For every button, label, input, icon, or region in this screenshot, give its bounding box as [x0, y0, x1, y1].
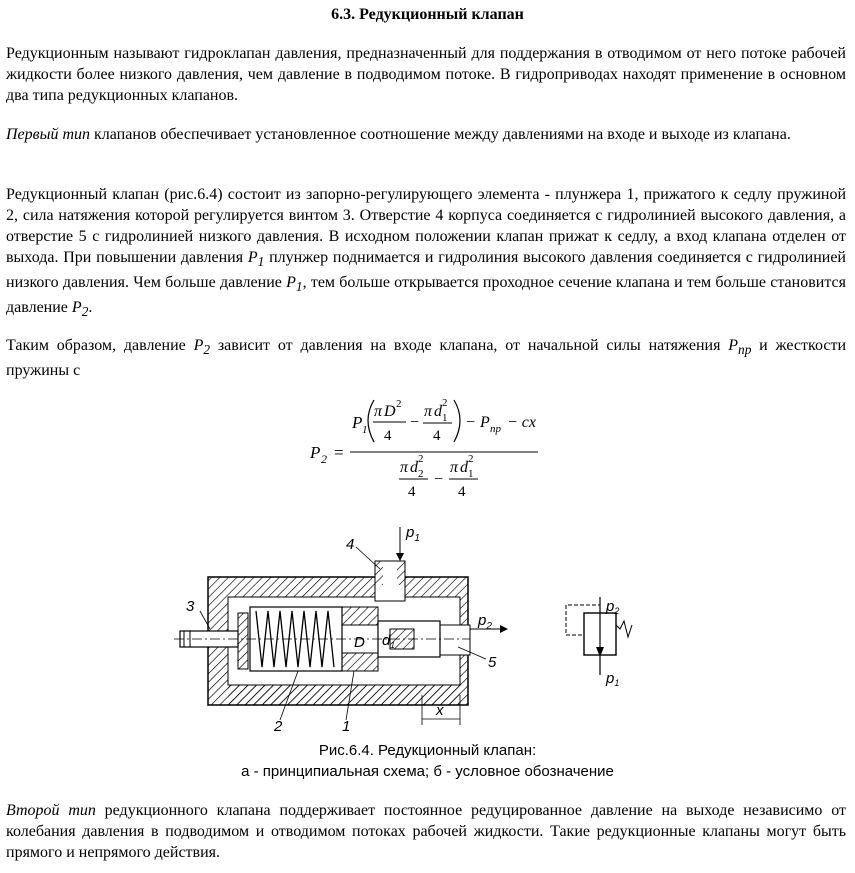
svg-text:π: π — [374, 403, 383, 420]
paragraph-description-text-a: Редукционный клапан (рис.6.4) состоит из запорно-регулирующего элемента - плунжера 1, прижатого к седлу пружиной 2, сила натяжения которой регулируется винтом 3. Отверстие 4 корпуса соединяется с гидролинией высокого давления, а отверстие 5 с гидролинией низкого давления. В исходном положении клапан прижат к седлу, а вход клапана отделен от выхода. При повышении давления — [6, 186, 846, 266]
label-D: D — [354, 634, 365, 651]
svg-text:2: 2 — [468, 453, 474, 465]
label-1: 1 — [342, 718, 351, 735]
paragraph-first-type-text: клапанов обеспечивает установленное соотношение между давлениями на входе и выходе из клапана. — [90, 126, 791, 143]
svg-text:1: 1 — [468, 468, 474, 480]
paragraph-second-type — [6, 800, 846, 863]
svg-text:−: − — [410, 414, 420, 431]
valve-symbol — [566, 597, 632, 688]
formula-p2 — [300, 392, 560, 504]
label-p1: $p_1$ — [406, 525, 420, 544]
svg-text:d: d — [410, 459, 418, 476]
symbol-p2: $P_2$ — [71, 299, 89, 320]
svg-text:=: = — [334, 443, 344, 462]
svg-text:P: P — [352, 413, 363, 432]
paragraph-dependence-text-a: Таким образом, давление — [6, 337, 194, 354]
label-x: x — [436, 702, 444, 719]
paragraph-second-type-text: редукционного клапана поддерживает постоянное редуцированное давление на выходе независимо от колебания давления в подводимом и отводимом потоках рабочей жидкости. Такие редукционные клапаны могут быть прямого и непрямого действия. — [6, 802, 847, 861]
svg-text:−: − — [466, 414, 476, 431]
symbol-label-p2: $p_2$ — [606, 598, 620, 616]
svg-text:4: 4 — [433, 428, 441, 444]
svg-text:пр: пр — [490, 423, 501, 435]
symbol-p1: $P_1$ — [247, 249, 265, 270]
paragraph-description-text-b: плунжер поднимается и гидролиния высокого давления соединяется с гидролинией низкого давления. Чем больше давление — [6, 249, 846, 292]
symbol-label-p1: $p_1$ — [606, 670, 620, 688]
svg-text:2: 2 — [396, 398, 402, 410]
label-d1: $d_1$ — [382, 632, 395, 650]
section-title: 6.3. Редукционный клапан — [331, 6, 524, 23]
svg-text:1: 1 — [362, 424, 368, 436]
paragraph-description-text-d: . — [88, 299, 93, 317]
term-first-type: Первый тип — [6, 126, 90, 143]
svg-text:2: 2 — [442, 397, 448, 409]
symbol-p2: $P_2$ — [193, 337, 211, 358]
label-2: 2 — [274, 718, 283, 735]
paragraph-dependence-text-b: зависит от давления на входе клапана, от начальной силы натяжения — [210, 337, 729, 354]
svg-text:2: 2 — [418, 468, 424, 480]
svg-text:d: d — [434, 403, 442, 420]
paragraph-dependence-text-c: и жесткости пружины с — [6, 337, 847, 380]
svg-text:P: P — [480, 414, 490, 431]
label-4: 4 — [346, 536, 355, 553]
svg-text:2: 2 — [321, 452, 327, 466]
label-5: 5 — [488, 654, 497, 671]
paragraph-first-type — [6, 124, 846, 145]
label-p2: $p_2$ — [478, 612, 492, 632]
svg-text:1: 1 — [442, 412, 448, 424]
valve-body-section — [174, 527, 508, 725]
svg-text:2: 2 — [418, 453, 424, 465]
paragraph-dependence — [6, 335, 846, 381]
svg-text:π: π — [400, 459, 409, 476]
label-3: 3 — [186, 598, 195, 615]
formula-paren-right — [454, 400, 460, 442]
symbol-pnp: $P_{пр}$ — [728, 337, 752, 358]
svg-text:−: − — [434, 471, 444, 488]
formula-lhs: P — [310, 443, 321, 462]
figure-caption-subtitle: а - принципиальная схема; б - условное обозначение — [241, 763, 614, 780]
valve-diagram — [170, 525, 650, 740]
paragraph-description-text-c: , тем больше открывается проходное сечение клапана и тем больше становится давление — [6, 274, 846, 317]
svg-text:d: d — [460, 459, 468, 476]
svg-text:− cx: − cx — [507, 414, 536, 431]
figure-caption-title: Рис.6.4. Редукционный клапан: — [318, 742, 537, 759]
svg-text:4: 4 — [408, 484, 416, 500]
symbol-p1: $P_1$ — [286, 274, 303, 295]
paragraph-description — [6, 184, 846, 323]
term-second-type: Второй тип — [6, 802, 96, 819]
svg-text:π: π — [424, 403, 433, 420]
paragraph-definition: Редукционным называют гидроклапан давления, предназначенный для поддержания в отводимом от него потоке рабочей жидкости более низкого давления, чем давление в подводимом потоке. В гидроприводах находят применение в основном два типа редукционных клапанов. — [6, 45, 846, 104]
svg-text:D: D — [384, 403, 396, 420]
svg-text:4: 4 — [458, 484, 466, 500]
svg-text:4: 4 — [384, 428, 392, 444]
svg-text:π: π — [450, 459, 459, 476]
